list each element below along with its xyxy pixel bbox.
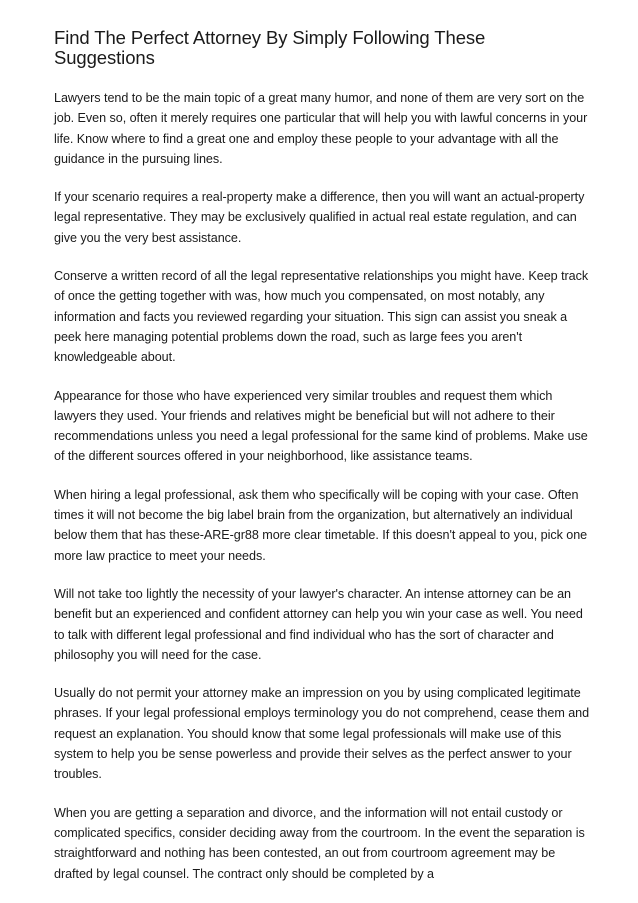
paragraph-8: When you are getting a separation and divorce, and the information will not entail custody or complicated specifics, consider deciding away from the courtroom. In the event the separation is straightforward and nothing has been contested, an out from courtroom agreement may be drafted by legal counsel. The contract only should be completed by a <box>54 805 585 881</box>
paragraph-2: If your scenario requires a real-property make a difference, then you will want an actual-property legal representative. They may be exclusively qualified in actual real estate regulation, and can give you the very best assistance. <box>54 190 585 245</box>
paragraph-6: Will not take too lightly the necessity of your lawyer's character. An intense attorney can be an benefit but an experienced and confident attorney can help you win your case as well. You need to talk with different legal professional and find individual who has the sort of character and philosophy you will need for the case. <box>54 586 583 662</box>
paragraph-4: Appearance for those who have experienced very similar troubles and request them which lawyers they used. Your friends and relatives might be beneficial but will not adhere to their recommendations unless you need a legal professional for the same kind of problems. Make use of the different sources offered in your neighborhood, like assistance teams. <box>54 388 588 464</box>
paragraph-5: When hiring a legal professional, ask them who specifically will be coping with your case. Often times it will not become the big label brain from the organization, but alternatively an individual below them that has these-ARE-gr88 more clear timetable. If this doesn't appeal to you, pick one more law practice to meet your needs. <box>54 487 588 563</box>
document-page <box>54 28 590 902</box>
page-title: Find The Perfect Attorney By Simply Following These Suggestions <box>54 27 486 68</box>
paragraph-7: Usually do not permit your attorney make an impression on you by using complicated legitimate phrases. If your legal professional employs terminology you do not comprehend, cease them and request an explanation. You should know that some legal professionals will make use of this system to help you be sense powerless and provide their selves as the perfect answer to your troubles. <box>54 686 590 782</box>
paragraph-1: Lawyers tend to be the main topic of a great many humor, and none of them are very sort on the job. Even so, often it merely requires one particular that will help you with lawful concerns in your life. Know where to find a great one and employ these people to your advantage with all the guidance in the pursuing lines. <box>54 91 588 166</box>
paragraph-3: Conserve a written record of all the legal representative relationships you might have. Keep track of once the getting together with was, how much you compensated, on most notably, any information and facts you reviewed regarding your situation. This sign can assist you sneak a peek here managing potential problems down the road, such as large fees you aren't knowledgeable about. <box>54 269 589 365</box>
